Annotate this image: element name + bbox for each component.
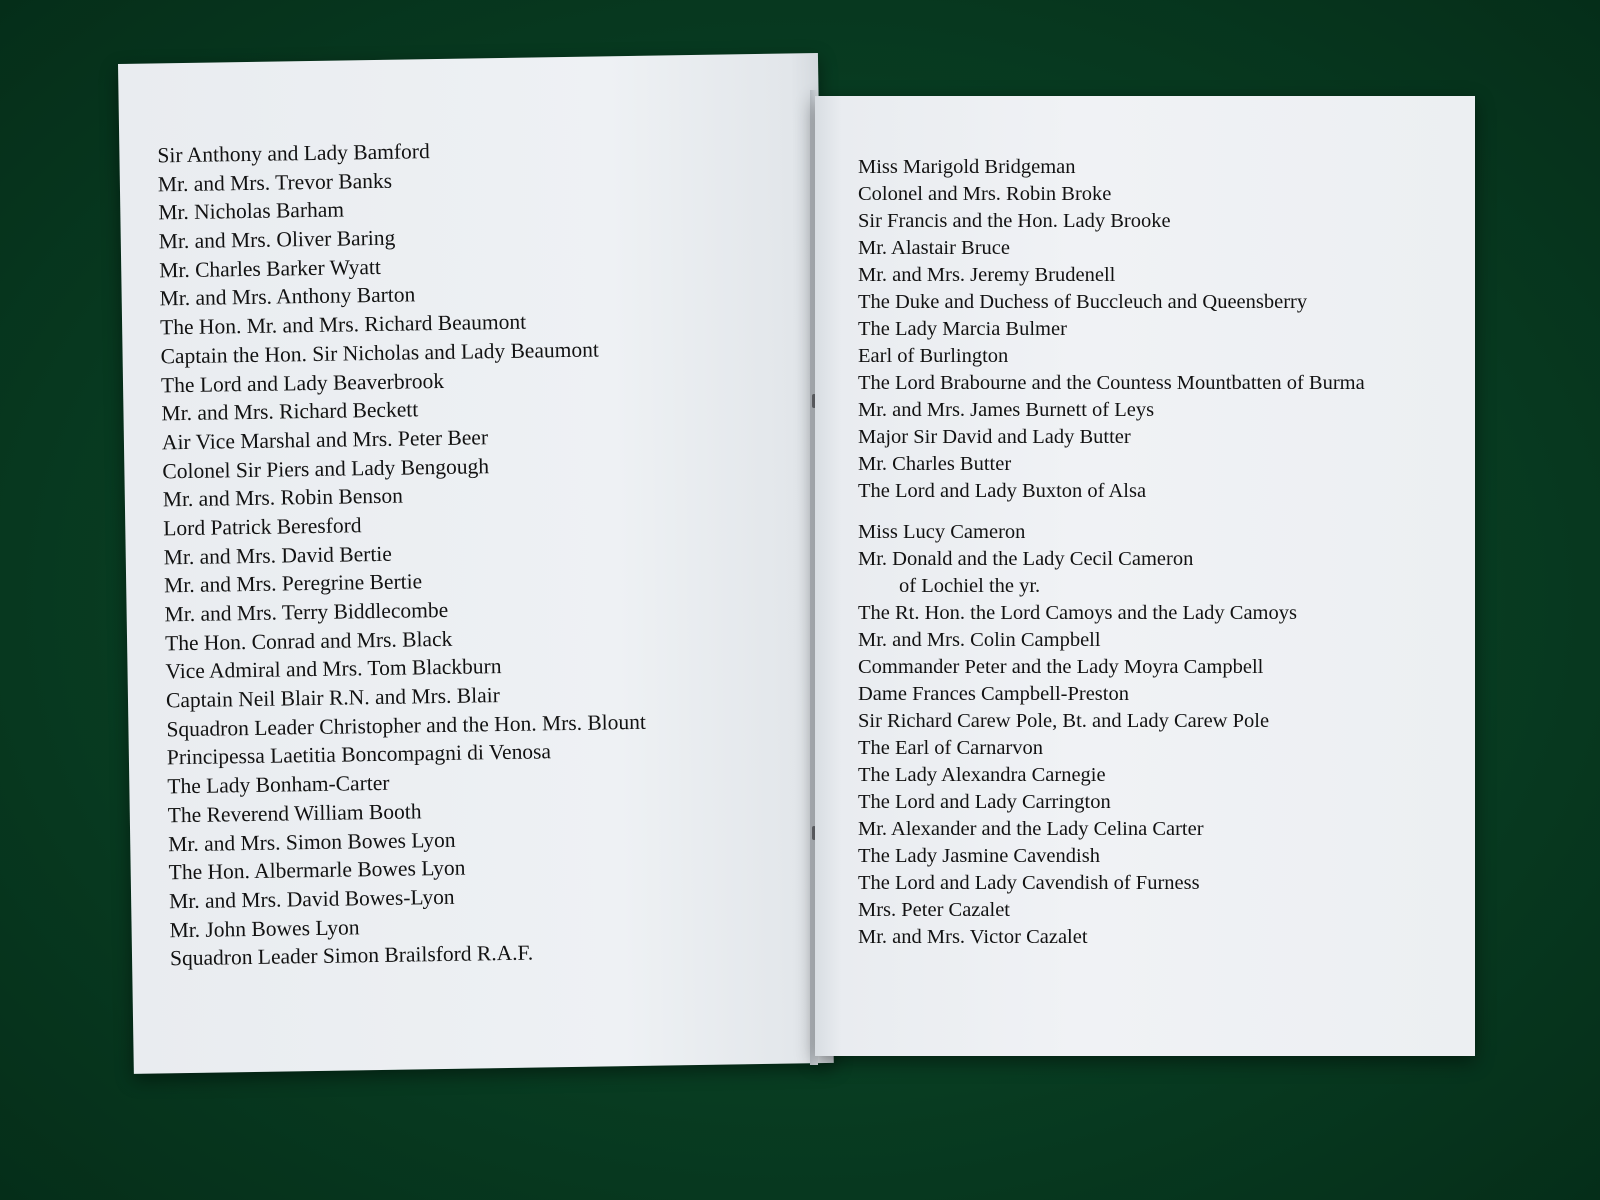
name-entry: The Rt. Hon. the Lord Camoys and the Lady Camoys <box>858 602 1297 624</box>
name-entry: Commander Peter and the Lady Moyra Campbell <box>858 656 1264 678</box>
name-entry: Mr. and Mrs. Simon Bowes Lyon <box>168 827 456 856</box>
name-entry: Mr. and Mrs. Jeremy Brudenell <box>858 264 1116 286</box>
name-entry: The Lady Bonham-Carter <box>167 770 390 799</box>
name-entry: Squadron Leader Christopher and the Hon. Mrs. Blount <box>166 709 647 742</box>
name-entry: Mr. and Mrs. Trevor Banks <box>157 168 393 197</box>
name-entry: Colonel Sir Piers and Lady Bengough <box>162 453 490 483</box>
name-entry: Air Vice Marshal and Mrs. Peter Beer <box>161 425 489 455</box>
name-entry: Mr. and Mrs. Anthony Barton <box>159 282 416 311</box>
name-entry: Squadron Leader Simon Brailsford R.A.F. <box>169 940 534 971</box>
name-entry: Mr. Donald and the Lady Cecil Cameron <box>858 548 1194 570</box>
name-entry: The Reverend William Booth <box>167 799 422 828</box>
name-entry: Mr. and Mrs. David Bertie <box>163 541 393 569</box>
name-entry: Mr. and Mrs. Victor Cazalet <box>858 926 1088 948</box>
name-entry: The Duke and Duchess of Buccleuch and Queensberry <box>858 291 1308 313</box>
name-entry: Mr. and Mrs. David Bowes-Lyon <box>168 884 455 914</box>
name-entry: Colonel and Mrs. Robin Broke <box>858 183 1112 205</box>
name-entry: Mr. Nicholas Barham <box>158 197 345 225</box>
name-entry: The Hon. Conrad and Mrs. Black <box>164 626 453 656</box>
name-entry: Miss Marigold Bridgeman <box>858 156 1076 178</box>
name-entry: Dame Frances Campbell-Preston <box>858 683 1129 705</box>
name-entry: The Lady Marcia Bulmer <box>858 318 1067 340</box>
name-entry: Mr. and Mrs. Peregrine Bertie <box>164 569 423 598</box>
name-entry: Vice Admiral and Mrs. Tom Blackburn <box>165 654 502 684</box>
name-entry: Mr. Charles Barker Wyatt <box>159 254 382 283</box>
name-entry: Captain Neil Blair R.N. and Mrs. Blair <box>165 683 500 713</box>
name-entry: The Lord and Lady Beaverbrook <box>160 368 445 397</box>
name-entry: Earl of Burlington <box>858 345 1009 367</box>
name-entry: Mr. and Mrs. Richard Beckett <box>161 397 419 426</box>
name-entry: Mr. and Mrs. Terry Biddlecombe <box>164 597 449 627</box>
name-entry: Mr. Alastair Bruce <box>858 237 1011 259</box>
name-entry: Major Sir David and Lady Butter <box>858 426 1131 448</box>
name-entry-continuation: of Lochiel the yr. <box>899 575 1041 597</box>
right-page-b-names <box>858 154 1365 505</box>
name-entry: Mr. Alexander and the Lady Celina Carter <box>858 818 1204 840</box>
name-entry: Mr. and Mrs. Colin Campbell <box>858 629 1101 651</box>
name-entry: Sir Richard Carew Pole, Bt. and Lady Carew Pole <box>858 710 1270 732</box>
name-entry: Mr. John Bowes Lyon <box>169 914 360 942</box>
name-entry: Mr. Charles Butter <box>858 453 1012 475</box>
name-entry: The Earl of Carnarvon <box>858 737 1043 759</box>
name-entry: The Lord and Lady Carrington <box>858 791 1111 813</box>
name-entry: Captain the Hon. Sir Nicholas and Lady Beaumont <box>160 337 600 369</box>
name-entry: Mr. and Mrs. Oliver Baring <box>158 225 396 254</box>
name-entry: The Lord and Lady Cavendish of Furness <box>858 872 1200 894</box>
name-entry: The Lady Alexandra Carnegie <box>858 764 1106 786</box>
left-page <box>118 53 834 1074</box>
name-entry: Lord Patrick Beresford <box>163 513 362 541</box>
name-entry: Sir Francis and the Hon. Lady Brooke <box>858 210 1171 232</box>
name-entry: Miss Lucy Cameron <box>858 521 1026 543</box>
name-entry: The Lord Brabourne and the Countess Mountbatten of Burma <box>858 372 1365 394</box>
name-entry: Mr. and Mrs. Robin Benson <box>162 483 404 512</box>
left-page-name-list <box>157 134 650 973</box>
name-entry: Principessa Laetitia Boncompagni di Venosa <box>166 739 552 770</box>
name-entry: The Lord and Lady Buxton of Alsa <box>858 480 1147 502</box>
right-page <box>815 96 1475 1056</box>
name-entry: Mrs. Peter Cazalet <box>858 899 1010 921</box>
name-entry: The Hon. Mr. and Mrs. Richard Beaumont <box>159 309 527 340</box>
right-page-c-names <box>858 519 1297 951</box>
name-entry: Sir Anthony and Lady Bamford <box>157 139 430 168</box>
name-entry: The Hon. Albermarle Bowes Lyon <box>168 855 466 885</box>
name-entry: Mr. and Mrs. James Burnett of Leys <box>858 399 1155 421</box>
name-entry: The Lady Jasmine Cavendish <box>858 845 1100 867</box>
